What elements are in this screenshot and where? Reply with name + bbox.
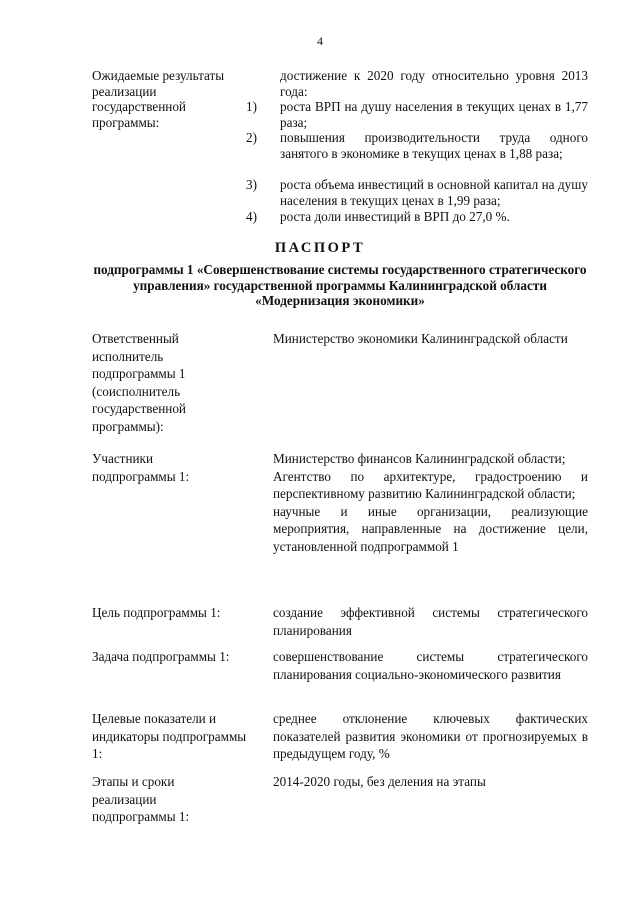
- goal-label: Цель подпрограммы 1:: [92, 605, 221, 620]
- item-text: роста ВРП на душу населения в текущих ценах в 1,77 раза;: [280, 99, 588, 130]
- participant-item: научные и иные организации, реализующие мероприятия, направленные на достижение цели, установленной подпрограммой 1: [273, 503, 588, 554]
- indicators-value: среднее отклонение ключевых фактических показателей развития экономики от прогнозируемых в предыдущем году, %: [273, 711, 588, 762]
- item-number: 1): [246, 99, 257, 114]
- stages-value: 2014-2020 годы, без деления на этапы: [273, 774, 486, 789]
- executor-value: Министерство экономики Калининградской области: [273, 331, 568, 346]
- expected-results-intro: достижение к 2020 году относительно уровня 2013 года:: [280, 68, 588, 99]
- item-number: 2): [246, 130, 257, 145]
- expected-result-item-1: [246, 99, 588, 130]
- executor-label: Ответственный исполнитель подпрограммы 1 (соисполнитель государственной программы):: [92, 331, 186, 434]
- expected-result-item-3: [246, 177, 588, 208]
- participants-value: [273, 450, 588, 556]
- page-number: 4: [317, 34, 323, 48]
- task-value: совершенствование системы стратегического планирования социально-экономического развития: [273, 649, 588, 682]
- indicators-label: Целевые показатели и индикаторы подпрограммы 1:: [92, 711, 247, 762]
- task-label: Задача подпрограммы 1:: [92, 649, 230, 664]
- item-text: роста объема инвестиций в основной капитал на душу населения в текущих ценах в 1,99 раза;: [280, 177, 588, 208]
- stages-label: Этапы и сроки реализации подпрограммы 1:: [92, 774, 190, 825]
- participant-item: Агентство по архитектуре, градостроению и перспективному развитию Калининградской области;: [273, 468, 588, 502]
- expected-results-label: Ожидаемые результаты реализации государственной программы:: [92, 68, 225, 130]
- expected-result-item-2: [246, 130, 588, 161]
- passport-title: ПАСПОРТ: [274, 240, 366, 256]
- passport-subtitle: подпрограммы 1 «Совершенствование системы государственного стратегического управления» государственной программы Калининградской области «Модернизация экономики»: [93, 262, 587, 309]
- expected-result-item-4: [246, 209, 588, 225]
- item-text: роста доли инвестиций в ВРП до 27,0 %.: [280, 209, 510, 224]
- item-text: повышения производительности труда одного занятого в экономике в текущих ценах в 1,88 раза;: [280, 130, 588, 161]
- item-number: 3): [246, 177, 257, 192]
- participants-label: Участники подпрограммы 1:: [92, 451, 190, 484]
- participant-item: Министерство финансов Калининградской области;: [273, 451, 566, 466]
- item-number: 4): [246, 209, 257, 224]
- goal-value: создание эффективной системы стратегического планирования: [273, 605, 588, 638]
